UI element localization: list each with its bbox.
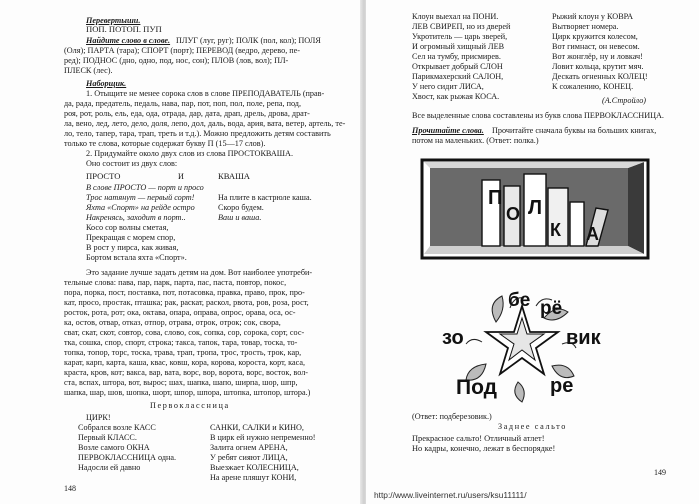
task1-line: только те слова, которые содержат букву П (15—17 слов). [64,139,266,148]
home-line: краста, кров, кот; вакса, вар, вата, ворс, вор, ворота, ворс, восток, вол- [64,368,309,377]
watermark-url: http://www.liveinternet.ru/users/ksu11111/ [374,490,527,500]
conclusion-text: Все выделенные слова составлены из букв слова ПЕРВОКЛАССНИЦА. [412,111,664,120]
poem-right-line: На плите в кастрюле каша. [218,193,312,202]
circus-col2-line: Рыжий клоун у КОВРА [552,12,634,21]
verse-b-line: Выезжает КОЛЕСНИЦА, [210,463,299,472]
read-words-label: Прочитайте слова. [412,126,484,135]
task1-line: 1. Отыщите не менее сорока слов в слове ПРЕПОДАВАТЕЛЬ (прав- [86,89,325,98]
find-word-line: ПЛУГ (луг, руг); ПОЛК (пол, кол); ПОЛЯ [176,36,321,45]
right-page [366,0,699,504]
circus-col1-line: Клоун выехал на ПОНИ. [412,12,499,21]
salto-line: Но кадры, конечно, лежат в беспорядке! [412,444,556,453]
circus-col1-line: Укротитель — царь зверей, [412,32,508,41]
pereverty-title: Перевертыши. [86,16,141,25]
task1-line: ло, тело, тапер, тара, трап, треть и т.д.). Можно предложить детям составить [64,129,331,138]
circus-col2-line: Цирк кружится колесом, [552,32,638,41]
home-line: Это задание лучше задать детям на дом. Вот наиболее употреби- [86,268,313,277]
poem-left-line: Прекращая с морем спор, [86,233,176,242]
home-line: ста, вспах, штора, вот, вырос; шах, шапка, шапо, ширпа, шор, шпр, [64,378,298,387]
circus-col1-line: Хвост, как рыжая КОСА. [412,92,500,101]
poem-left-line: В рост у пирса, как живая, [86,243,179,252]
poem-right-line: Скоро будем. [218,203,264,212]
word-kvasha: КВАША [218,171,251,181]
home-line: ка, остов, отвар, отказ, отпор, отрава, отрок, отрок; сок, свора, [64,318,281,327]
page-number-right: 149 [654,468,666,477]
circus-col2-line: К сожалению, КОНЕЦ. [552,82,634,91]
book-letter: К [550,220,561,240]
book-letter: Л [528,197,543,219]
home-line: тка, сошка, спор, спорт, строка; такса, тапок, тара, товар, тоска, то- [64,338,298,347]
poem-left-line: Косо сор волны сметая, [86,223,169,232]
poem-left-line: В слове ПРОСТО — порт и просо [86,183,204,192]
circus-col2-line: Ловит кольца, крутит мяч. [552,62,644,71]
home-line: сват, скат, скот, совтор, сова, слово, сок, сопка, сор, сорока, сорт, сос- [64,328,305,337]
verse-a-line: Надосли ей давно [78,463,141,472]
circus-col2-line: Вот гимнаст, он невесом. [552,42,640,51]
find-word-line: ПЛЕСК (лес). [64,66,113,75]
verse-b-line: У ребят сияют ЛИЦА, [210,453,288,462]
task1-line: 2. Придумайте около двух слов из слова ПРОСТОКВАША. [86,149,294,158]
poem-right-line: Ваш и ваша. [218,213,262,222]
task1-line: Оно состоит из двух слов: [86,159,178,168]
circus-col1-line: Сел на тумбу, присмирев. [412,52,501,61]
syllable-zo: зо [442,327,464,349]
verse-a-line: ПЕРВОКЛАССНИЦА одна. [78,453,177,462]
naborshchik-title: Наборщик. [86,79,127,88]
syllable-vik: вик [566,327,601,349]
poem-left-line: Бортом встала яхта «Спорт». [86,253,187,262]
puzzle-answer: (Ответ: подберезовик.) [412,412,492,421]
circus-col2-line: Вытворяет номера. [552,22,619,31]
verse-a-line: Собрался возле КАСС [78,423,156,432]
star-puzzle-illustration [426,282,616,408]
word-and: И [178,172,184,181]
circus-col1-line: У него сидит ЛИСА, [412,82,484,91]
pereverty-words: ПОП. ПОТОП. ПУП [86,24,162,34]
book-letter: А [586,224,599,244]
poem-author: (А.Стройло) [602,96,647,105]
syllable-ryo: рё [540,298,563,319]
book-letter: П [488,187,503,209]
poem-left-line: Яхта «Спорт» на рейде остро [86,203,195,212]
read-words-line: потом на маленьких. (Ответ: полка.) [412,136,539,145]
syllable-re: ре [550,375,574,397]
home-line: топка, топор, торс, тоска, трава, трап, тропа, трос, трость, трок, кар, [64,348,302,357]
task1-line: да, рада, предатель, педаль, нава, пар, пот, поп, пол, поле, репа, под, [64,99,302,108]
find-word-label: Найдите слово в слове. [86,36,171,45]
task1-line: роя, рот, роль, ель, еда, ода, отрада, дар, дата, драп, дрель, дрова, драт- [64,109,310,118]
shelf-bottom [424,246,644,254]
circus-col2-line: Дескать огненных КОЛЕЦ! [552,72,648,81]
word-prosto: ПРОСТО [86,171,121,181]
verse-b-line: САНКИ, САЛКИ и КИНО, [210,423,304,432]
circus-col1-line: ЛЕВ СВИРЕП, но из дверей [412,22,511,31]
home-line: кат, просо, простак, пташка; рак, раскат, раскол, рвота, ров, роза, рост, [64,298,309,307]
circus-col1-line: Парикмахерский САЛОН, [412,72,504,81]
page-number-left: 148 [64,484,76,493]
book-letter: О [506,204,521,224]
poem-left-line: Трос натянут — первый сорт! [86,193,195,202]
book-large [570,202,584,246]
verse-b-line: На арене пляшут КОНИ, [210,473,297,482]
verse-b-line: Залита огнем АРЕНА, [210,443,288,452]
home-line: шапка, шар, шов, шопка, шорт, шпор, шпора, штопка, штопор, штора.) [64,388,311,397]
find-word-line: (Оля); ПАРТА (тара); СПОРТ (порт); ПЕРЕВОД (ведро, дерево, пе- [64,46,301,55]
home-line: пора, порка, пост, поставка, пот, потасовка, правка, право, прок, про- [64,288,305,297]
poem-left-line: Накренясь, заходит в порт.. [86,213,186,222]
read-words-line: Прочитайте сначала буквы на больших книгах, [492,126,657,135]
verse-b-line: В цирк ей нужно непременно! [210,433,316,442]
verse-a-line: Первый КЛАСС. [78,433,137,442]
find-word-line: ред); ПОДНОС (дно, одно, под, нос, сон); ПЛОВ (лов, вол); ПЛ- [64,56,289,65]
bookshelf-illustration [420,158,652,262]
circus-col2-line: Вот жонглёр, ну и ловкач! [552,52,643,61]
syllable-pod: Под [456,376,497,399]
shelf-top [424,162,644,168]
home-line: тельные слова: пава, пар, парк, парта, пас, паста, повтор, покос, [64,278,287,287]
task1-line: ла, вено, лед, лето, дело, доля, лепо, дол, даль, вода, ария, вата, ветер, артель, те- [64,119,346,128]
salto-title: Заднее сальто [498,422,567,431]
verse-a-line: ЦИРК! [86,413,111,422]
pervoklassnitsa-title: Первоклассница [150,401,230,410]
home-line: карат, карп, карта, каша, квас, ковш, кора, корова, короста, корт, каса, [64,358,306,367]
circus-col1-line: И огромный хищный ЛЕВ [412,42,505,51]
salto-line: Прекрасное сальто! Отличный атлет! [412,434,545,443]
home-line: росток, рота, рот; ока, октава, опара, оправа, опрос, орава, оса, ос- [64,308,296,317]
circus-col1-line: Открывает добрый СЛОН [412,62,503,71]
shelf-side [628,162,644,254]
verse-a-line: Возле самого ОКНА [78,443,150,452]
syllable-be: бе [508,290,531,311]
